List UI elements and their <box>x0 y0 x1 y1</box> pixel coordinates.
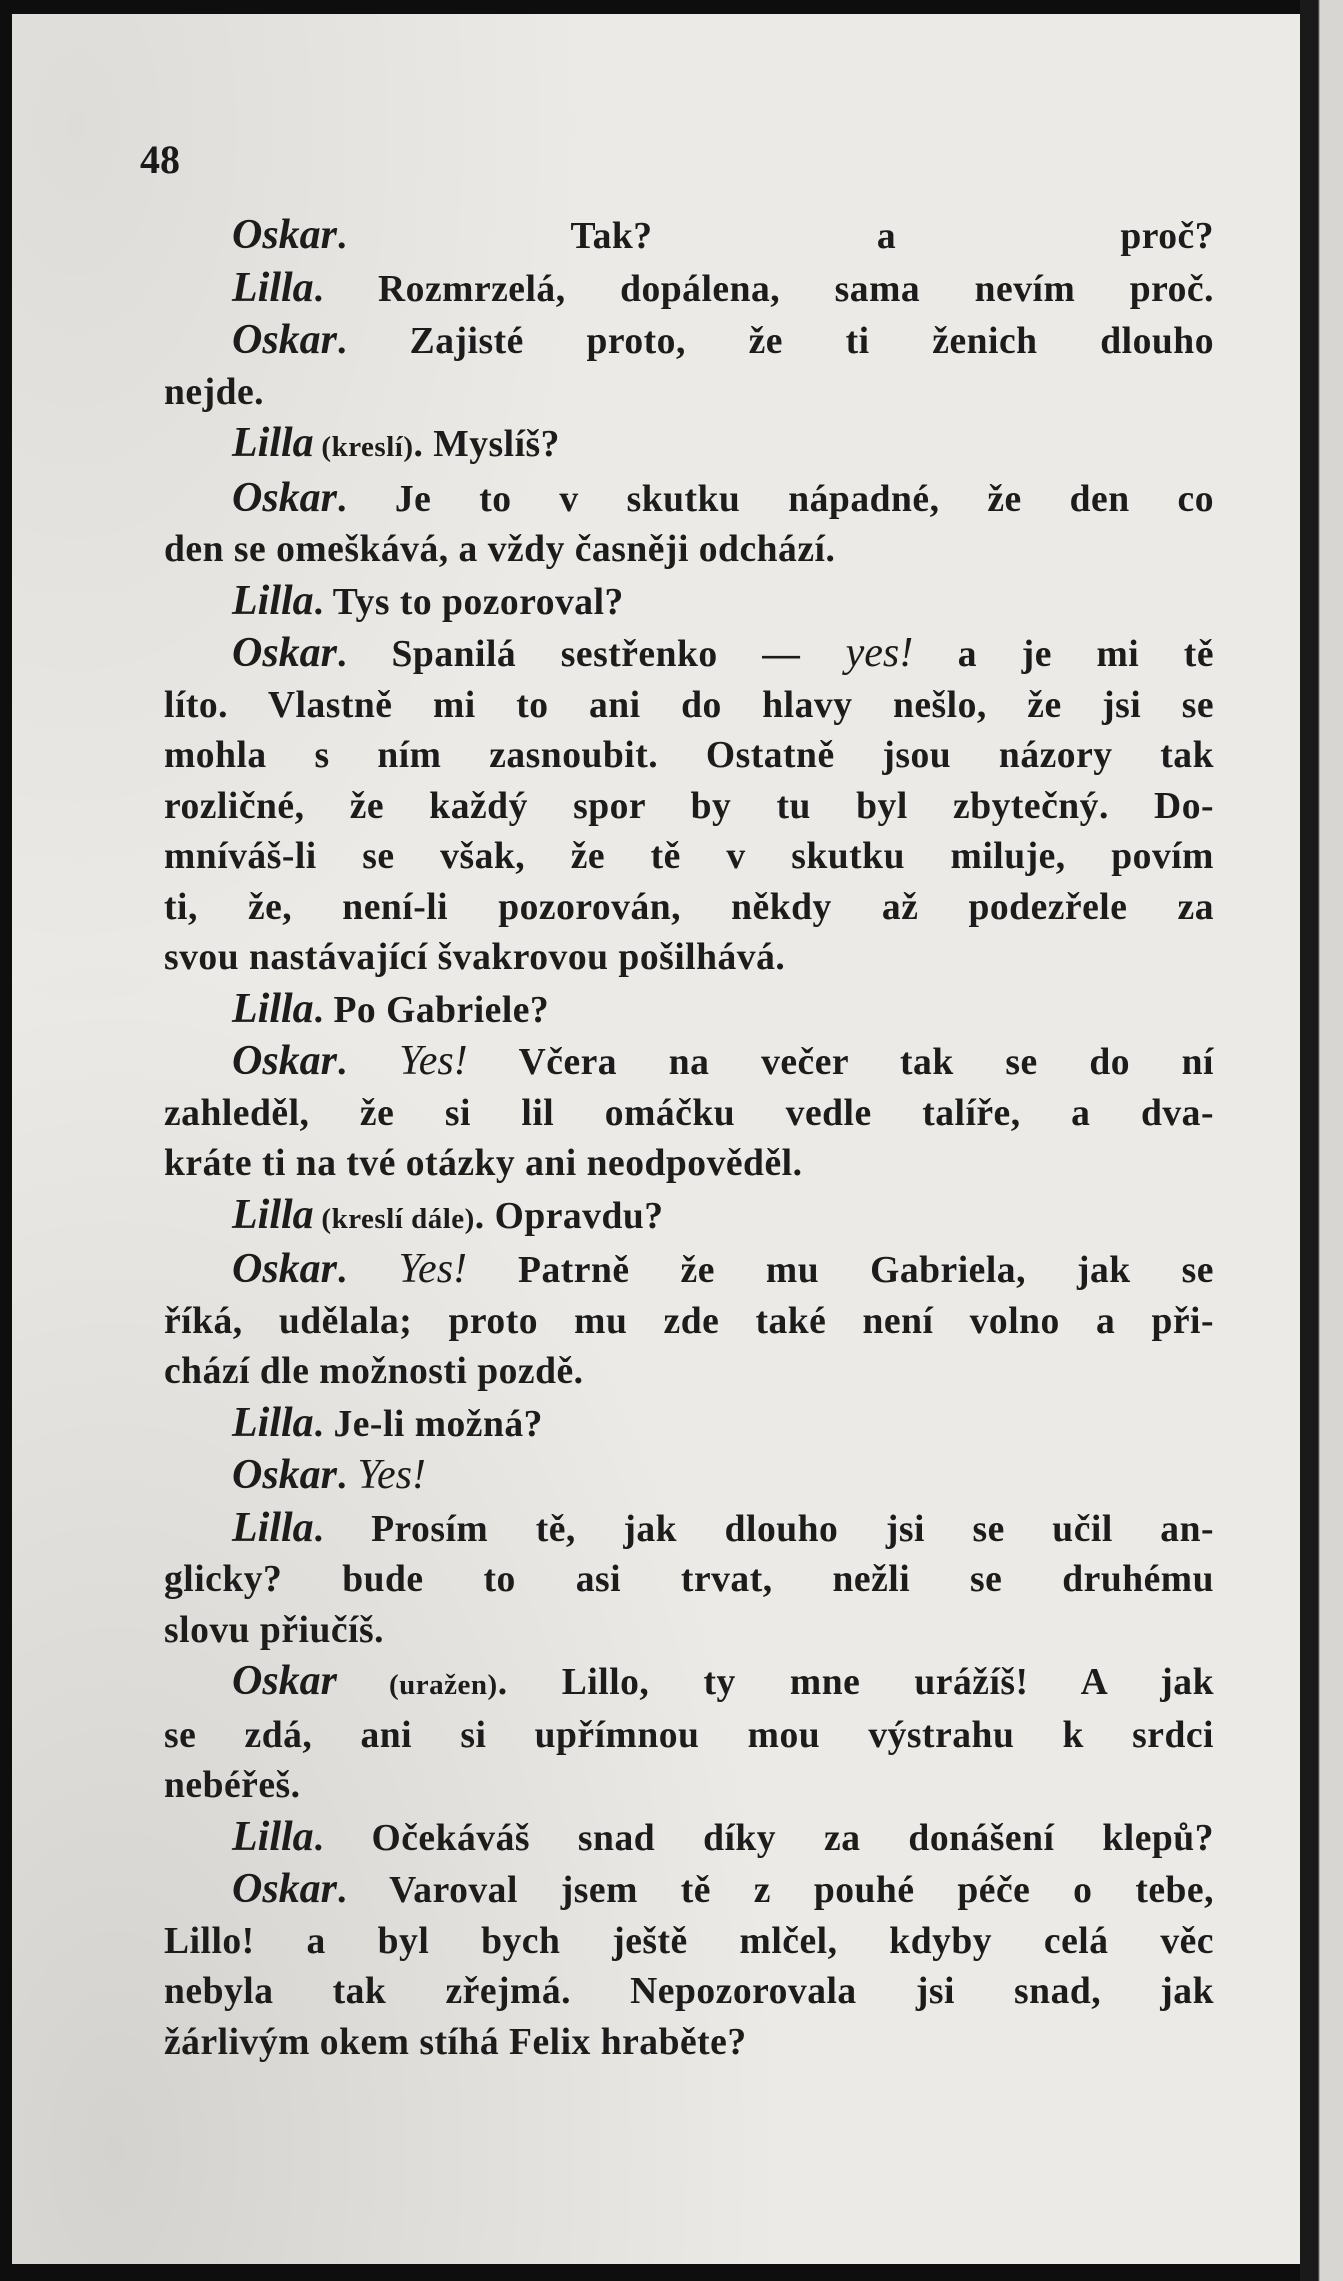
line-text: . Zajisté proto, že ti ženich dlouho <box>337 321 1214 362</box>
text-line: líto. Vlastně mi to ani do hlavy nešlo, že jsi se <box>164 684 1214 726</box>
line-text: . Rozmrzelá, dopálena, sama nevím proč. <box>313 268 1214 310</box>
page-number: 48 <box>140 137 180 182</box>
line-text: . <box>337 1250 347 1291</box>
text-line <box>164 1190 1214 1245</box>
speaker-name: Oskar <box>232 1038 338 1084</box>
speaker-name: Lilla <box>232 264 314 311</box>
speaker-name: Oskar <box>232 212 338 258</box>
text-line: den se omeškává, a vždy časněji odchází. <box>164 529 836 570</box>
stage-direction: (kreslí dále) <box>313 1202 475 1235</box>
line-text: . Prosím tě, jak dlouho jsi se učil an- <box>313 1508 1214 1550</box>
speaker-name: Lilla <box>232 1191 314 1238</box>
speaker-name: Oskar <box>232 474 338 521</box>
text-line: svou nastávající švakrovou pošilhává. <box>164 937 786 978</box>
text-line <box>164 1450 1214 1503</box>
emphasis-text: Yes! <box>346 1246 468 1292</box>
text-line: mohla s ním zasnoubit. Ostatně jsou názory tak <box>164 735 1214 776</box>
text-line: chází dle možnosti pozdě. <box>164 1351 584 1392</box>
text-line: nejde. <box>164 371 265 413</box>
text-line <box>164 263 1214 316</box>
text-line: říká, udělala; proto mu zde také není volno a při- <box>164 1300 1214 1342</box>
line-text: . Je to v skutku nápadné, že den co <box>337 478 1214 520</box>
text-line <box>164 1864 1214 1917</box>
text-line: nebyla tak zřejmá. Nepozorovala jsi snad, jak <box>164 1971 1214 2012</box>
line-text: . Tak? a proč? <box>337 216 1214 257</box>
text-line <box>164 1812 1214 1865</box>
text-line: mníváš-li se však, že tě v skutku miluje, povím <box>164 836 1214 877</box>
text-line: slovu přiučíš. <box>164 1609 384 1651</box>
line-text: . Myslíš? <box>413 424 560 465</box>
line-text: . <box>337 1042 347 1083</box>
play-text <box>164 210 1214 2068</box>
line-text: . Opravdu? <box>474 1195 664 1237</box>
speaker-name: Oskar <box>232 317 338 363</box>
text-line <box>164 473 1214 526</box>
line-text: . Očekáváš snad díky za donášení klepů? <box>313 1817 1214 1859</box>
text-line <box>164 1656 1214 1711</box>
emphasis-text: yes! <box>800 630 914 676</box>
line-text: . Po Gabriele? <box>313 989 550 1031</box>
line-text: . <box>337 1456 347 1497</box>
line-text: . Je-li možná? <box>313 1403 543 1445</box>
text-line: nebéřeš. <box>164 1765 301 1806</box>
line-text: a je mi tě <box>913 634 1215 675</box>
text-line: žárlivým okem stíhá Felix hraběte? <box>164 2021 747 2063</box>
speaker-name: Oskar <box>232 1452 338 1498</box>
book-page <box>12 14 1300 2264</box>
text-line: se zdá, ani si upřímnou mou výstrahu k srdci <box>164 1714 1214 1756</box>
line-text: Včera na večer tak se do ní <box>467 1042 1215 1083</box>
speaker-name: Lilla <box>232 577 314 624</box>
stage-direction: (uražen) <box>337 1669 498 1701</box>
adjacent-page-edge <box>1300 0 1343 2281</box>
stage-direction: (kreslí) <box>313 431 414 463</box>
text-line <box>164 628 1214 681</box>
text-line <box>164 210 1214 263</box>
speaker-name: Lilla <box>232 1399 314 1446</box>
emphasis-text: Yes! <box>346 1452 426 1498</box>
text-line: ti, že, není-li pozorován, někdy až podezřele za <box>164 886 1214 928</box>
text-line <box>164 576 1214 629</box>
speaker-name: Lilla <box>232 420 314 466</box>
line-text: . Varoval jsem tě z pouhé péče o tebe, <box>337 1870 1214 1911</box>
speaker-name: Lilla <box>232 985 314 1032</box>
line-text: . Spanilá sestřenko — <box>337 634 801 675</box>
emphasis-text: Yes! <box>346 1038 468 1084</box>
text-line: zahleděl, že si lil omáčku vedle talíře, a dva- <box>164 1092 1214 1134</box>
text-line <box>164 418 1214 473</box>
text-line: Lillo! a byl bych ještě mlčel, kdyby celá věc <box>164 1920 1214 1962</box>
text-line <box>164 1398 1214 1451</box>
text-line: rozličné, že každý spor by tu byl zbytečný. Do- <box>164 785 1214 827</box>
text-line <box>164 315 1214 368</box>
text-line: kráte ti na tvé otázky ani neodpověděl. <box>164 1143 803 1184</box>
text-line <box>164 1244 1214 1297</box>
line-text: . Tys to pozoroval? <box>313 581 624 623</box>
text-line <box>164 1036 1214 1089</box>
text-line: glicky? bude to asi trvat, nežli se druhému <box>164 1559 1214 1600</box>
speaker-name: Lilla <box>232 1813 314 1860</box>
line-text: . Lillo, ty mne urážíš! A jak <box>497 1662 1214 1703</box>
text-line <box>164 984 1214 1037</box>
speaker-name: Oskar <box>232 630 338 676</box>
speaker-name: Oskar <box>232 1866 338 1912</box>
text-line <box>164 1503 1214 1556</box>
speaker-name: Oskar <box>232 1658 338 1704</box>
speaker-name: Oskar <box>232 1246 338 1292</box>
speaker-name: Lilla <box>232 1504 314 1551</box>
line-text: Patrně že mu Gabriela, jak se <box>467 1250 1214 1291</box>
